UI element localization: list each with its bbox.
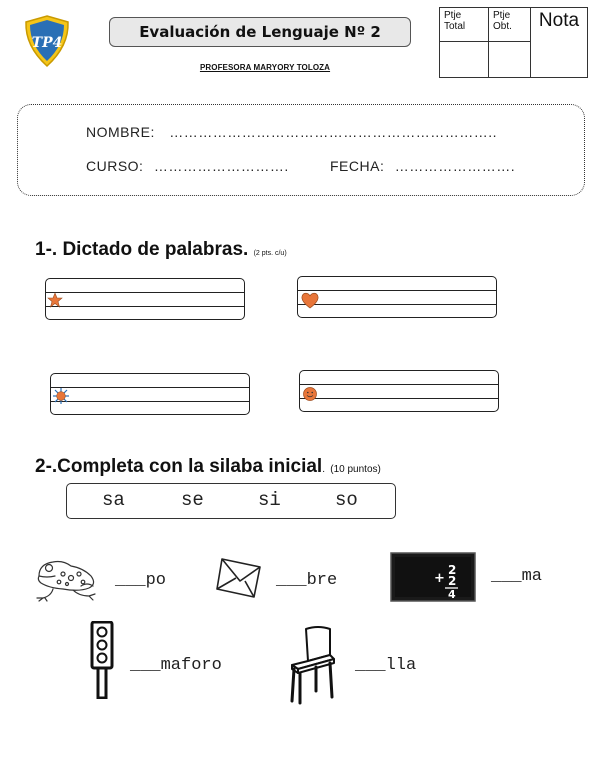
section1-heading: 1-. Dictado de palabras. (2 pts. c/u)	[35, 239, 287, 260]
syllable-se: se	[181, 489, 204, 511]
name-field[interactable]	[86, 124, 497, 140]
date-label: FECHA:	[330, 158, 385, 174]
dictation-lines-1[interactable]	[45, 278, 245, 320]
syllable-sa: sa	[102, 489, 125, 511]
svg-text:TP4: TP4	[31, 35, 63, 51]
dictation-lines-3[interactable]	[50, 373, 250, 415]
sun-icon	[51, 387, 71, 405]
svg-text:+: +	[434, 571, 445, 586]
section1-points: (2 pts. c/u)	[253, 250, 287, 257]
page-title: Evaluación de Lenguaje Nº 2	[109, 17, 411, 47]
syllable-so: so	[335, 489, 358, 511]
course-label: CURSO:	[86, 158, 144, 174]
obtained-score-cell[interactable]	[489, 42, 531, 78]
grade-cell: Nota	[531, 8, 588, 78]
course-field[interactable]	[86, 158, 289, 174]
school-logo	[22, 14, 72, 68]
syllable-si: si	[258, 489, 281, 511]
star-icon	[47, 292, 63, 308]
student-info-box	[17, 104, 585, 196]
name-dots: …………………………………………………………..	[169, 124, 498, 140]
obtained-score-header: Ptje Obt.	[489, 8, 531, 42]
blank-frog[interactable]: ___po	[115, 571, 167, 590]
envelope-icon	[214, 555, 264, 600]
date-field[interactable]	[330, 158, 515, 174]
heart-icon	[300, 291, 320, 309]
course-dots: ……………………….	[153, 158, 289, 174]
section2-heading: 2-.Completa con la silaba inicial. (10 puntos)	[35, 456, 381, 477]
blank-traffic-light[interactable]: ___maforo	[130, 656, 222, 675]
blank-chalkboard[interactable]: ___ma	[491, 567, 543, 586]
blank-chair[interactable]: ___lla	[355, 656, 417, 675]
svg-text:4: 4	[448, 588, 456, 601]
teacher-name: PROFESORA MARYORY TOLOZA	[199, 63, 331, 72]
total-score-cell[interactable]	[440, 42, 489, 78]
chalkboard-icon	[390, 552, 476, 602]
face-icon	[302, 386, 318, 402]
dictation-lines-2[interactable]	[297, 276, 497, 318]
dictation-lines-4[interactable]	[299, 370, 499, 412]
total-score-header: Ptje Total	[440, 8, 489, 42]
svg-text:2: 2	[448, 574, 457, 588]
chair-icon	[288, 625, 338, 705]
score-table	[439, 7, 588, 78]
svg-text:2: 2	[448, 563, 457, 577]
date-dots: …………………….	[394, 158, 516, 174]
blank-envelope[interactable]: ___bre	[276, 571, 338, 590]
section2-points: (10 puntos)	[330, 464, 381, 475]
traffic-light-icon	[89, 621, 115, 699]
name-label: NOMBRE:	[86, 124, 155, 140]
frog-icon	[33, 556, 99, 602]
